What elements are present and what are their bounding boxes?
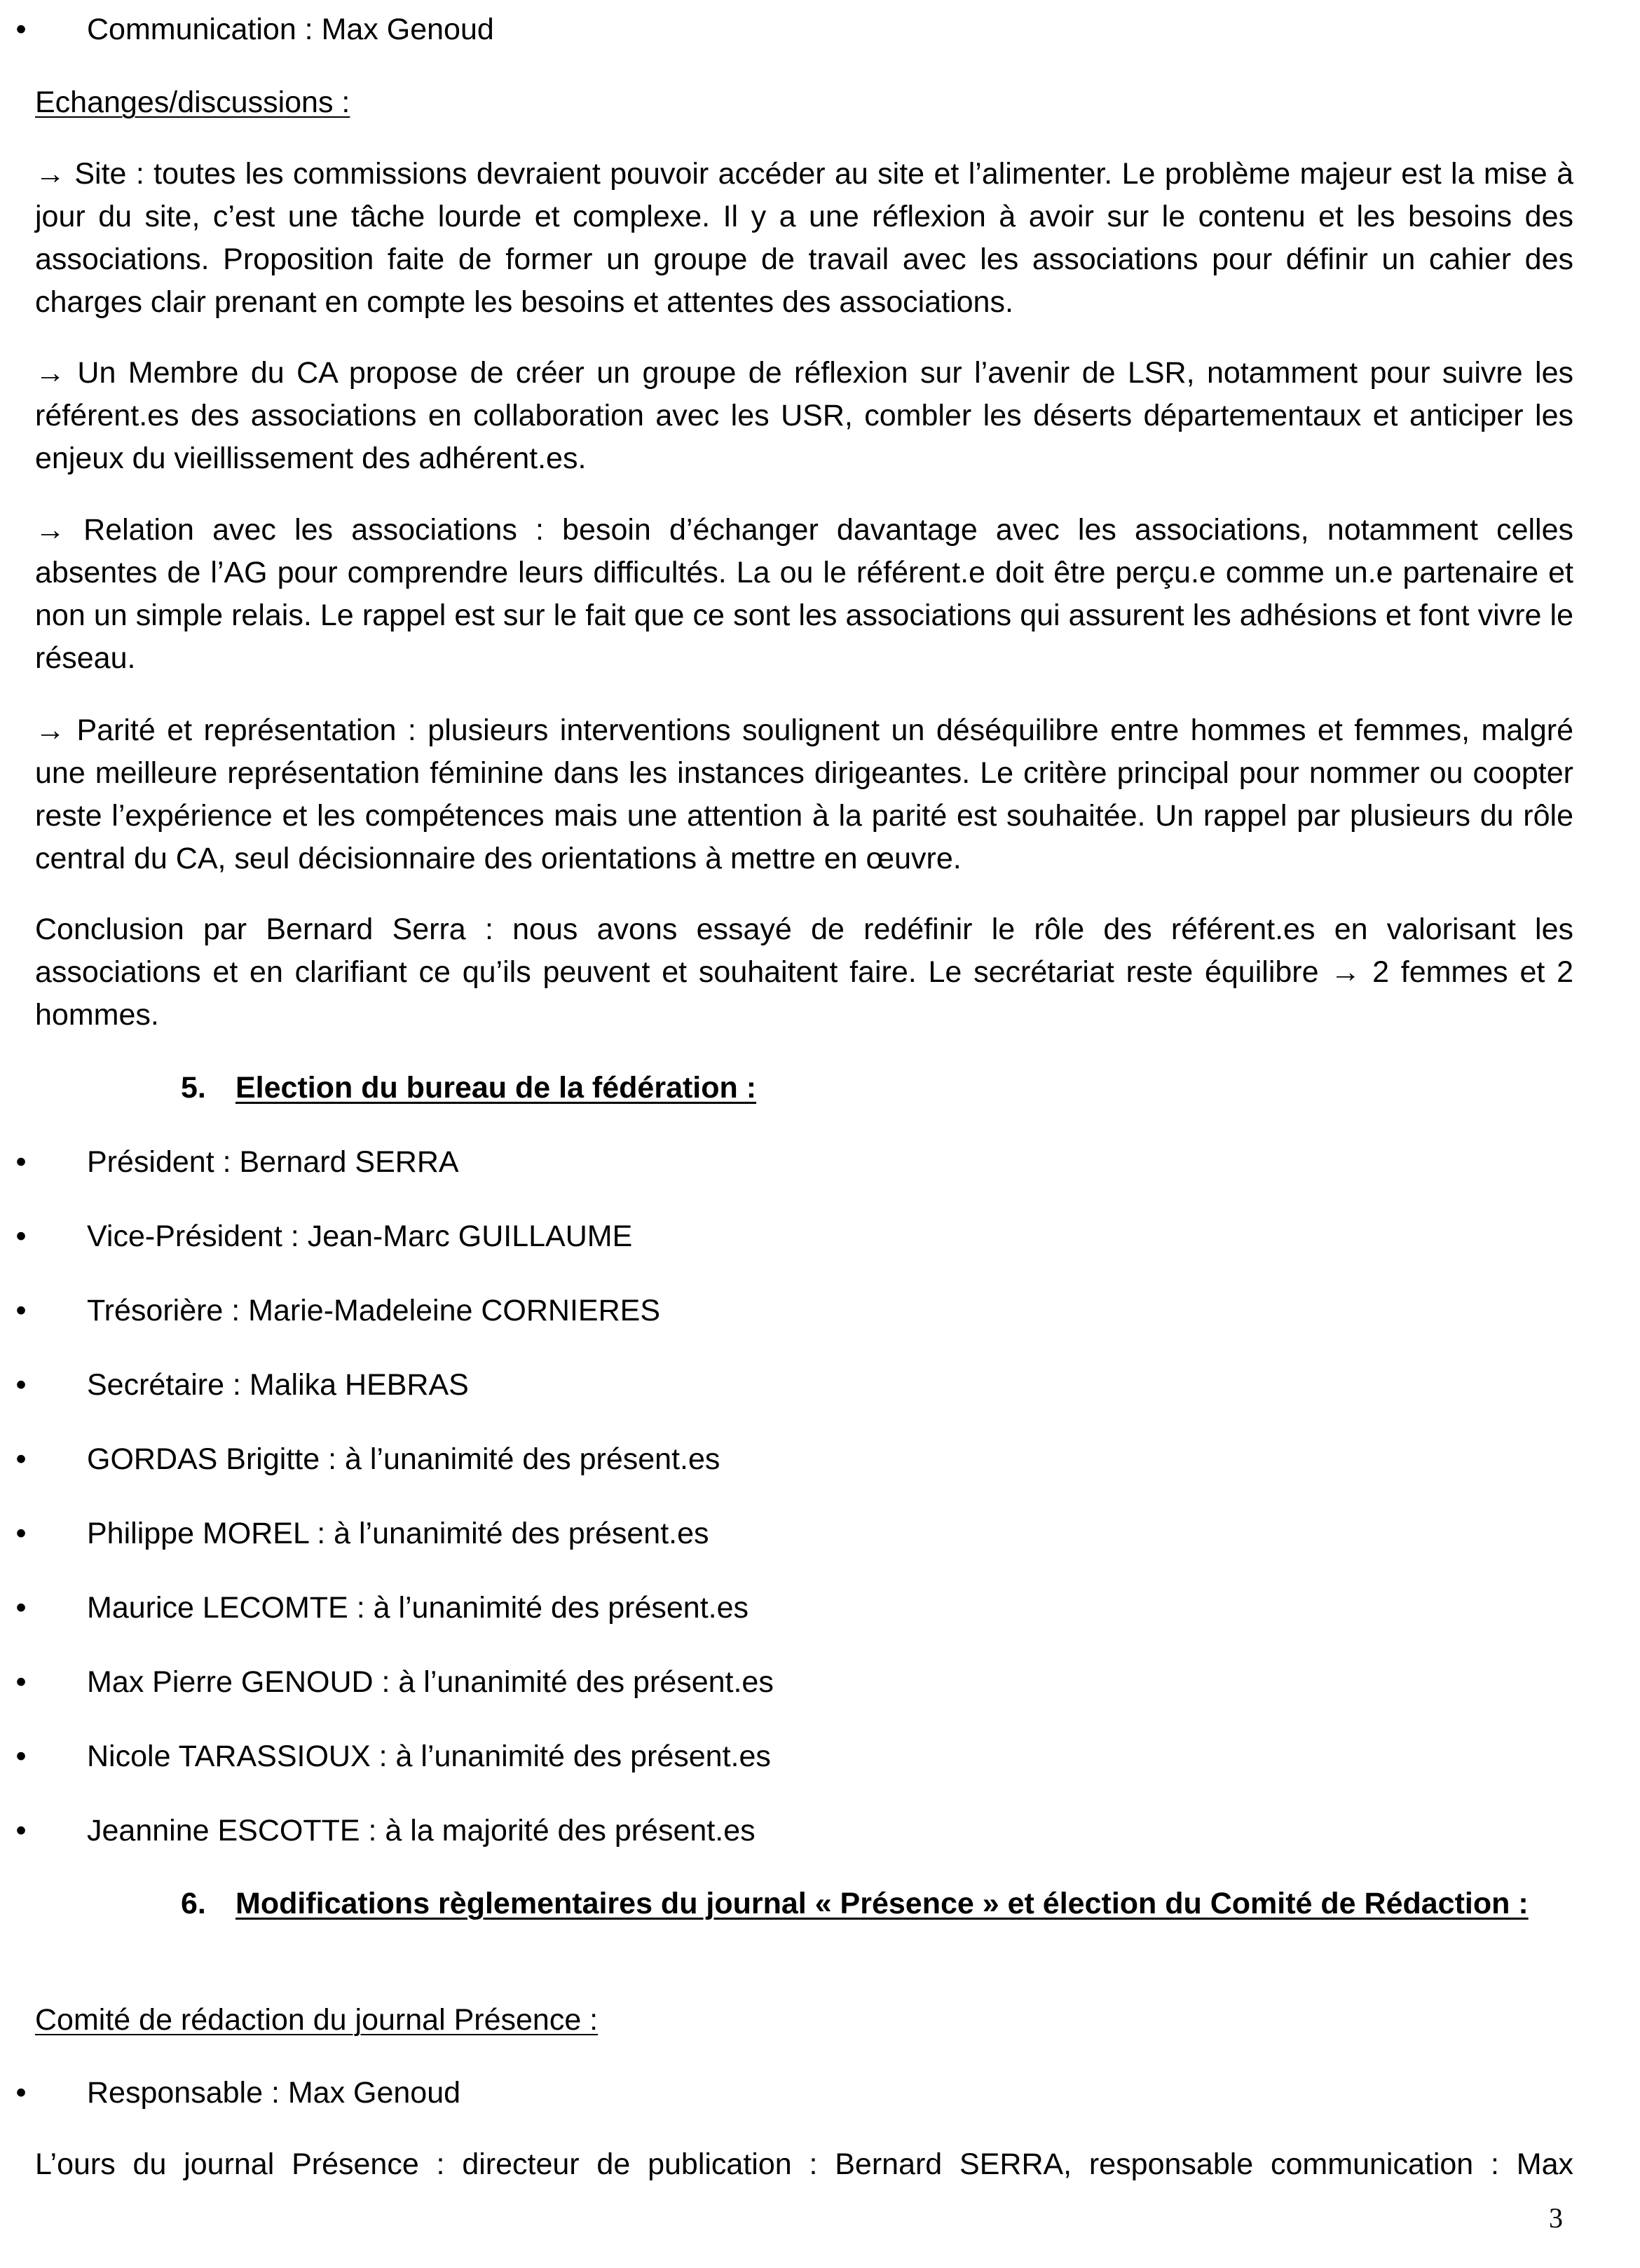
list-item-text: Trésorière : Marie-Madeleine CORNIERES	[87, 1294, 661, 1327]
paragraph-site: → Site : toutes les commissions devraient pouvoir accéder au site et l’alimenter. Le problème majeur est la mise à jour du site, c’est une tâche lourde et complexe. Il y a une réflexion à avoir sur le contenu et les besoins des associations. Proposition faite de former un groupe de travail avec les associations pour définir un cahier des charges clair prenant en compte les besoins et attentes des associations.	[35, 157, 1573, 319]
paragraph-relation-associations: → Relation avec les associations : besoin d’échanger davantage avec les associations, notamment celles absentes de l’AG pour comprendre leurs difficultés. La ou le référent.e doit être perçu.e comme un.e partenaire et non un simple relais. Le rappel est sur le fait que ce sont les associations qui assurent les adhésions et font vivre le réseau.	[35, 513, 1573, 675]
list-item-text: Jeannine ESCOTTE : à la majorité des présent.es	[87, 1814, 756, 1847]
comite-heading: Comité de rédaction du journal Présence :	[35, 2003, 599, 2037]
bullet-icon: •	[15, 13, 27, 46]
list-item	[15, 1438, 720, 1481]
list-item	[15, 2072, 461, 2115]
list-item	[15, 1290, 661, 1332]
list-item	[15, 1512, 709, 1555]
bullet-icon: •	[15, 1517, 27, 1550]
list-item	[15, 1364, 469, 1407]
bullet-icon: •	[15, 1145, 27, 1179]
echanges-heading: Echanges/discussions :	[35, 86, 350, 119]
paragraph-conclusion: Conclusion par Bernard Serra : nous avons essayé de redéfinir le rôle des référent.es en valorisant les associations et en clarifiant ce qu’ils peuvent et souhaitent faire. Le secrétariat reste équilibre → 2 femmes et 2 hommes.	[35, 913, 1573, 1032]
bullet-icon: •	[15, 1294, 27, 1327]
list-item	[15, 1810, 756, 1852]
list-item	[15, 1661, 774, 1704]
bullet-icon: •	[15, 1814, 27, 1847]
list-item-text: Maurice LECOMTE : à l’unanimité des présent.es	[87, 1591, 749, 1625]
list-item-text: Secrétaire : Malika HEBRAS	[87, 1368, 469, 1402]
list-item-text: Président : Bernard SERRA	[87, 1145, 459, 1179]
list-item-text: Max Pierre GENOUD : à l’unanimité des présent.es	[87, 1665, 774, 1699]
section-title: Election du bureau de la fédération :	[235, 1071, 757, 1105]
section-number: 6.	[181, 1887, 206, 1920]
bullet-icon: •	[15, 1591, 27, 1625]
bullet-icon: •	[15, 1665, 27, 1699]
bullet-icon: •	[15, 1442, 27, 1476]
list-item	[15, 1587, 749, 1630]
bullet-icon: •	[15, 2076, 27, 2110]
section-number: 5.	[181, 1071, 206, 1105]
list-item	[15, 1735, 771, 1778]
paragraph-ours: L’ours du journal Présence : directeur de publication : Bernard SERRA, responsable communication : Max	[35, 2147, 1573, 2181]
list-item-text: Communication : Max Genoud	[87, 13, 494, 46]
list-item-text: Vice-Président : Jean-Marc GUILLAUME	[87, 1220, 633, 1253]
paragraph-groupe-reflexion: → Un Membre du CA propose de créer un groupe de réflexion sur l’avenir de LSR, notamment pour suivre les référent.es des associations en collaboration avec les USR, combler les déserts départementaux et anticiper les enjeux du vieillissement des adhérent.es.	[35, 356, 1573, 475]
list-item-text: Nicole TARASSIOUX : à l’unanimité des présent.es	[87, 1740, 771, 1773]
list-item-text: Responsable : Max Genoud	[87, 2076, 461, 2110]
page-number: 3	[1549, 2202, 1563, 2234]
bullet-icon: •	[15, 1220, 27, 1253]
bullet-icon: •	[15, 1368, 27, 1402]
list-item	[15, 1141, 459, 1184]
list-item	[15, 8, 494, 51]
bullet-icon: •	[15, 1740, 27, 1773]
list-item	[15, 1215, 633, 1258]
list-item-text: Philippe MOREL : à l’unanimité des présent.es	[87, 1517, 709, 1550]
list-item-text: GORDAS Brigitte : à l’unanimité des présent.es	[87, 1442, 720, 1476]
section-title: Modifications règlementaires du journal « Présence » et élection du Comité de Rédaction :	[235, 1887, 1529, 1920]
paragraph-parite: → Parité et représentation : plusieurs interventions soulignent un déséquilibre entre hommes et femmes, malgré une meilleure représentation féminine dans les instances dirigeantes. Le critère principal pour nommer ou coopter reste l’expérience et les compétences mais une attention à la parité est souhaitée. Un rappel par plusieurs du rôle central du CA, seul décisionnaire des orientations à mettre en œuvre.	[35, 713, 1573, 875]
